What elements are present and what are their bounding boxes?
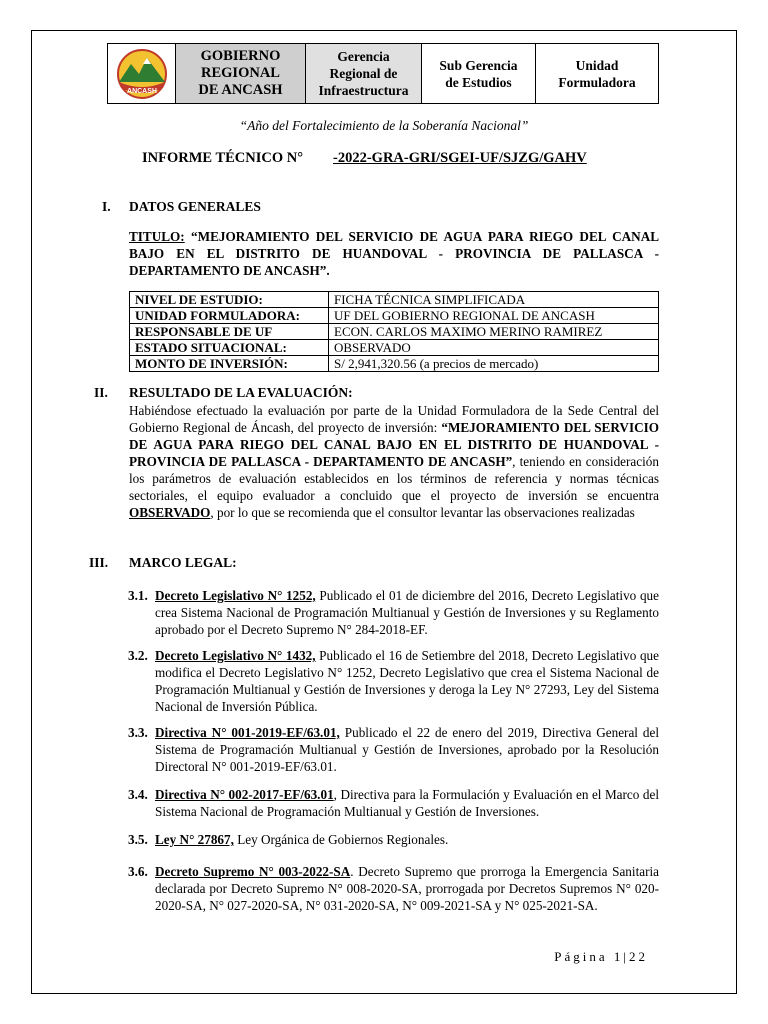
section-3-number: III. xyxy=(89,555,109,570)
table-row: ESTADO SITUACIONAL: OBSERVADO xyxy=(130,340,659,356)
evaluation-paragraph: Habiéndose efectuado la evaluación por parte de la Unidad Formuladora de la Sede Central del Gobierno Regional de Áncash, del proyecto de inversión: “MEJORAMIENTO DEL SERVICIO DE AGUA PARA RIEGO DEL CANAL BAJO EN EL DISTRITO DE HUANDOVAL - PROVINCIA DE PALLASCA - DEPARTAMENTO DE ANCASH”, teniendo en consideración los parámetros de evaluación establecidos en los términos de referencia y normas técnicas sectoriales, el equipo evaluador a concluido que el proyecto de inversión se encuentra OBSERVADO, por lo que se recomienda que el consultor levantar las observaciones realizadas xyxy=(129,403,659,520)
ancash-logo-icon xyxy=(113,48,171,100)
titulo-label: TITULO: xyxy=(129,229,185,244)
status-observado: OBSERVADO xyxy=(129,505,211,520)
legal-item: 3.2. Decreto Legislativo N° 1432, Publicado el 16 de Setiembre del 2018, Decreto Legislativo que modifica el Decreto Legislativo N° 1252, Decreto Legislativo que crea el Sistema Nacional de Programación Multianual y Gestión de Inversiones y deroga la Ley N° 27293, Ley del Sistema Nacional de Inversión Pública. xyxy=(128,648,659,714)
header-cell-subgerencia: Sub Gerencia de Estudios xyxy=(422,44,536,103)
report-title xyxy=(142,150,587,167)
legal-item: 3.3. Directiva N° 001-2019-EF/63.01, Publicado el 22 de enero del 2019, Directiva General del Sistema de Programación Multianual y Gestión de Inversiones, aprobado por la Resolución Directoral N° 001-2019-EF/63.01. xyxy=(128,725,659,774)
legal-item: 3.5. Ley N° 27867, Ley Orgánica de Gobiernos Regionales. xyxy=(128,832,449,847)
legal-item: 3.1. Decreto Legislativo N° 1252, Publicado el 01 de diciembre del 2016, Decreto Legislativo que crea Sistema Nacional de Programación Multianual y Gestión de Inversiones y su Reglamento aprobado por el Decreto Supremo N° 284-2018-EF. xyxy=(128,588,659,637)
section-3-title: MARCO LEGAL: xyxy=(129,555,237,570)
header-table xyxy=(107,43,659,104)
table-row: MONTO DE INVERSIÓN: S/ 2,941,320.56 (a precios de mercado) xyxy=(130,356,659,372)
section-2-title: RESULTADO DE LA EVALUACIÓN: xyxy=(129,385,353,400)
page-number: Página 1|22 xyxy=(554,949,648,964)
header-cell-gerencia: Gerencia Regional de Infraestructura xyxy=(306,44,422,103)
header-cell-gobierno: GOBIERNO REGIONAL DE ANCASH xyxy=(176,44,306,103)
legal-item: 3.4. Directiva N° 002-2017-EF/63.01, Directiva para la Formulación y Evaluación en el Marco del Sistema Nacional de Programación Multianual y Gestión de Inversiones. xyxy=(128,787,659,819)
project-title xyxy=(129,228,659,279)
titulo-text: “MEJORAMIENTO DEL SERVICIO DE AGUA PARA RIEGO DEL CANAL BAJO EN EL DISTRITO DE HUANDOVAL - PROVINCIA DE PALLASCA - DEPARTAMENTO DE ANCASH”. xyxy=(129,229,660,278)
logo-cell xyxy=(108,44,176,103)
section-1-title: DATOS GENERALES xyxy=(129,199,261,214)
section-2-number: II. xyxy=(94,385,108,400)
year-motto: “Año del Fortalecimiento de la Soberanía Nacional” xyxy=(239,118,529,133)
report-number: -2022-GRA-GRI/SGEI-UF/SJZG/GAHV xyxy=(333,150,587,166)
logo-text: ANCASH xyxy=(126,87,157,95)
section-1-number: I. xyxy=(102,199,111,214)
report-prefix: INFORME TÉCNICO N° xyxy=(142,150,304,166)
table-row: NIVEL DE ESTUDIO: FICHA TÉCNICA SIMPLIFICADA xyxy=(130,292,659,308)
legal-item: 3.6. Decreto Supremo N° 003-2022-SA. Decreto Supremo que prorroga la Emergencia Sanitaria declarada por Decreto Supremo N° 008-2020-SA, prorrogada por Decretos Supremos N° 020-2020-SA, N° 027-2020-SA, N° 031-2020-SA, N° 009-2021-SA y N° 025-2021-SA. xyxy=(128,864,659,913)
table-row: RESPONSABLE DE UF ECON. CARLOS MAXIMO MERINO RAMIREZ xyxy=(130,324,659,340)
table-row: UNIDAD FORMULADORA: UF DEL GOBIERNO REGIONAL DE ANCASH xyxy=(130,308,659,324)
header-cell-unidad: Unidad Formuladora xyxy=(558,57,636,90)
general-data-table xyxy=(129,291,659,372)
